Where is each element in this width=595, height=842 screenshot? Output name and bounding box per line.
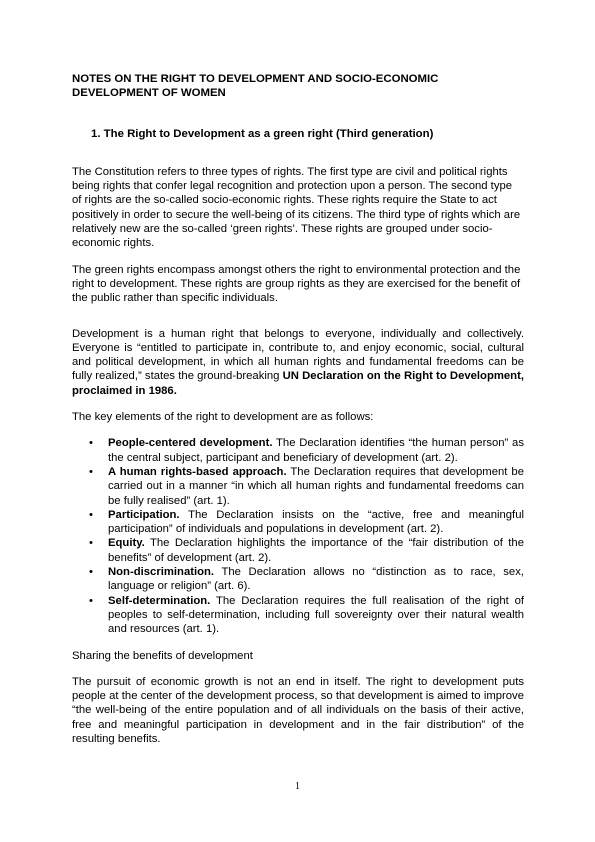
list-item-term: People-centered development. xyxy=(108,437,273,450)
list-item-text: The Declaration insists on the “active, free and meaningful participation” of individuals and populations in development (art. 2). xyxy=(108,508,524,536)
list-item xyxy=(89,508,524,537)
paragraph-green-rights: The green rights encompass amongst others the right to environmental protection and the right to development. These rights are group rights as they are exercised for the benefit of the public rather than specific individuals. xyxy=(72,263,521,305)
document-body xyxy=(72,72,524,753)
page-number: 1 xyxy=(295,781,300,792)
list-item-text: The Declaration requires that development be carried out in a manner “in which all human rights and fundamental freedoms can be fully realised” (art. 1). xyxy=(108,465,524,507)
paragraph-economic-growth: The pursuit of economic growth is not an end in itself. The right to development puts people at the center of the development process, so that development is aimed to improve “the well-being of the entire population and of all individuals on the basis of their active, free and meaningful participation in development and in the fair distribution” of the resulting benefits. xyxy=(72,675,524,745)
key-elements-list xyxy=(72,436,524,636)
bullet-icon: • xyxy=(89,465,93,478)
list-item-text: The Declaration requires the full realisation of the right of peoples to self-determination, including full sovereignty over their natural wealth and resources (art. 1). xyxy=(108,594,524,636)
list-item xyxy=(89,594,524,637)
title-line-2: DEVELOPMENT OF WOMEN xyxy=(72,87,226,100)
bullet-icon: • xyxy=(89,566,93,579)
title-line-1: NOTES ON THE RIGHT TO DEVELOPMENT AND SOCIO-ECONOMIC xyxy=(72,73,439,85)
list-item xyxy=(89,436,524,465)
paragraph-three-types-of-rights: The Constitution refers to three types of rights. The first type are civil and political rights being rights that confer legal recognition and protection upon a person. The second type of rights are the so-called socio-economic rights. These rights require the State to act positively in order to secure the well-being of its citizens. The third type of rights which are relatively new are the so-called ‘green rights’. These rights are grouped under socio-economic rights. xyxy=(72,165,521,250)
list-item-text: The Declaration allows no “distinction as to race, sex, language or religion” (art. 6). xyxy=(108,566,524,593)
list-item-term: Participation. xyxy=(108,508,180,521)
list-item-term: Equity. xyxy=(108,537,145,550)
subheading-sharing-benefits: Sharing the benefits of development xyxy=(72,649,253,662)
list-item-text: The Declaration identifies “the human person” as the central subject, participant and beneficiary of development (art. 2). xyxy=(108,437,524,464)
list-item-term: Non-discrimination. xyxy=(108,566,215,579)
list-item-text: The Declaration highlights the importance of the “fair distribution of the benefits” of development (art. 2). xyxy=(108,537,524,564)
bullet-icon: • xyxy=(89,594,93,607)
bullet-icon: • xyxy=(89,437,93,450)
bullet-icon: • xyxy=(89,508,93,521)
list-item-term: Self-determination. xyxy=(108,594,211,607)
section-heading: 1. The Right to Development as a green right (Third generation) xyxy=(91,127,434,140)
paragraph-development-text: Development is a human right that belongs to everyone, individually and collectively. Everyone is “entitled to participate in, contribute to, and enjoy economic, social, cultural and political development, in which all human rights and fundamental freedoms can be fully realized,” states the ground-breaking xyxy=(72,327,524,383)
list-item xyxy=(89,536,524,565)
key-elements-intro: The key elements of the right to development are as follows: xyxy=(72,411,374,424)
un-declaration-reference: UN Declaration on the Right to Development, proclaimed in 1986. xyxy=(72,370,524,397)
document-title xyxy=(72,72,524,101)
bullet-icon: • xyxy=(89,537,93,550)
list-item xyxy=(89,465,524,508)
list-item xyxy=(89,565,524,594)
list-item-term: A human rights-based approach. xyxy=(108,465,287,478)
paragraph-development-human-right xyxy=(72,327,524,398)
